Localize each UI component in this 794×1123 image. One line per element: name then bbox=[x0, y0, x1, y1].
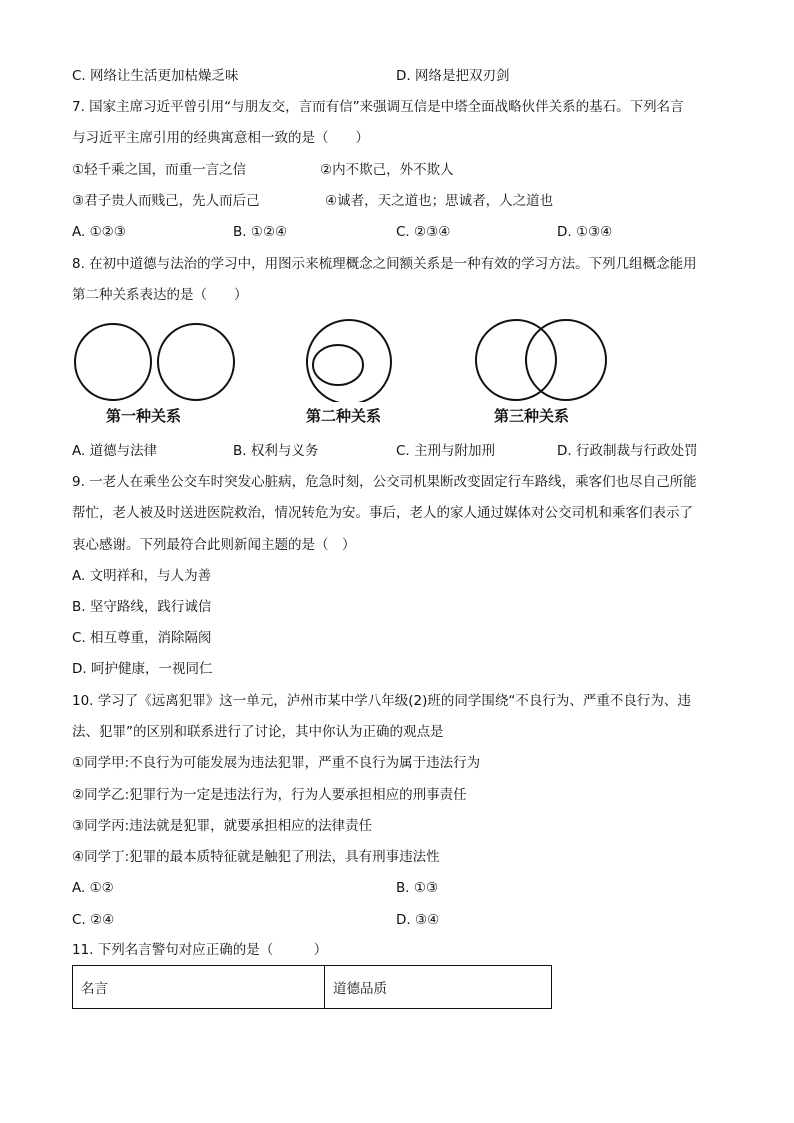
q10-stem-line1: 10. 学习了《远离犯罪》这一单元，泸州市某中学八年级(2)班的同学围绕“不良行为、严重不良行为、违 bbox=[72, 693, 691, 709]
q8-option-b: B. 权利与义务 bbox=[233, 443, 319, 459]
q8-option-a: A. 道德与法律 bbox=[72, 443, 158, 459]
q7-option-b: B. ①②④ bbox=[233, 224, 288, 240]
q8-option-d: D. 行政制裁与行政处罚 bbox=[557, 443, 698, 459]
table-header-quote: 名言 bbox=[73, 966, 325, 1009]
q6-option-d: D. 网络是把双刃剑 bbox=[396, 68, 510, 84]
q10-stem-line2: 法、犯罪”的区别和联系进行了讨论，其中你认为正确的观点是 bbox=[72, 724, 444, 740]
q7-option-a: A. ①②③ bbox=[72, 224, 126, 240]
diagram-separate-circles bbox=[75, 324, 234, 400]
caption-relation-3: 第三种关系 bbox=[494, 407, 570, 425]
q10-statement-1: ①同学甲:不良行为可能发展为违法犯罪，严重不良行为属于违法行为 bbox=[72, 755, 481, 771]
q9-option-c: C. 相互尊重，消除隔阂 bbox=[72, 630, 212, 646]
q7-statement-3: ③君子贵人而贱己，先人而后己 bbox=[72, 193, 260, 209]
q8-stem-line1: 8. 在初中道德与法治的学习中，用图示来梳理概念之间额关系是一种有效的学习方法。下列几组概念能用 bbox=[72, 256, 697, 272]
q10-option-c: C. ②④ bbox=[72, 912, 115, 928]
q9-stem-line1: 9. 一老人在乘坐公交车时突发心脏病，危急时刻，公交司机果断改变固定行车路线，乘客们也尽自己所能 bbox=[72, 474, 697, 490]
diagram-nested-circles bbox=[307, 320, 391, 402]
q7-stem-line2: 与习近平主席引用的经典寓意相一致的是（ ） bbox=[72, 130, 369, 146]
caption-relation-1: 第一种关系 bbox=[106, 407, 182, 425]
q7-statement-4: ④诚者，天之道也；思诚者，人之道也 bbox=[325, 193, 554, 209]
q10-option-d: D. ③④ bbox=[396, 912, 440, 928]
q8-option-c: C. 主刑与附加刑 bbox=[396, 443, 496, 459]
q6-option-c: C. 网络让生活更加枯燥乏味 bbox=[72, 68, 239, 84]
diagram-overlapping-circles bbox=[476, 320, 606, 400]
q11-stem: 11. 下列名言警句对应正确的是（ ） bbox=[72, 942, 328, 958]
q7-stem-line1: 7. 国家主席习近平曾引用“与朋友交，言而有信”来强调互信是中塔全面战略伙伴关系的基石。下列名言 bbox=[72, 99, 684, 115]
q7-statement-1: ①轻千乘之国，而重一言之信 bbox=[72, 162, 247, 178]
caption-relation-2: 第二种关系 bbox=[306, 407, 382, 425]
q9-option-b: B. 坚守路线，践行诚信 bbox=[72, 599, 212, 615]
q9-stem-line2: 帮忙，老人被及时送进医院救治，情况转危为安。事后，老人的家人通过媒体对公交司机和乘客们表示了 bbox=[72, 505, 693, 521]
q10-statement-4: ④同学丁:犯罪的最本质特征就是触犯了刑法，具有刑事违法性 bbox=[72, 849, 440, 865]
q7-option-d: D. ①③④ bbox=[557, 224, 613, 240]
q7-statement-2: ②内不欺己，外不欺人 bbox=[320, 162, 454, 178]
relation-diagrams bbox=[70, 318, 630, 402]
q10-statement-2: ②同学乙:犯罪行为一定是违法行为，行为人要承担相应的刑事责任 bbox=[72, 787, 467, 803]
q8-stem-line2: 第二种关系表达的是（ ） bbox=[72, 287, 248, 303]
table-row bbox=[73, 966, 552, 1009]
q10-statement-3: ③同学丙:违法就是犯罪，就要承担相应的法律责任 bbox=[72, 818, 373, 834]
q7-option-c: C. ②③④ bbox=[396, 224, 451, 240]
table-header-virtue: 道德品质 bbox=[325, 966, 552, 1009]
q10-option-a: A. ①② bbox=[72, 880, 114, 896]
q9-option-d: D. 呵护健康，一视同仁 bbox=[72, 661, 213, 677]
q10-option-b: B. ①③ bbox=[396, 880, 439, 896]
q11-table bbox=[72, 965, 552, 1009]
q9-stem-line3: 衷心感谢。下列最符合此则新闻主题的是（ ） bbox=[72, 537, 356, 553]
q9-option-a: A. 文明祥和，与人为善 bbox=[72, 568, 212, 584]
